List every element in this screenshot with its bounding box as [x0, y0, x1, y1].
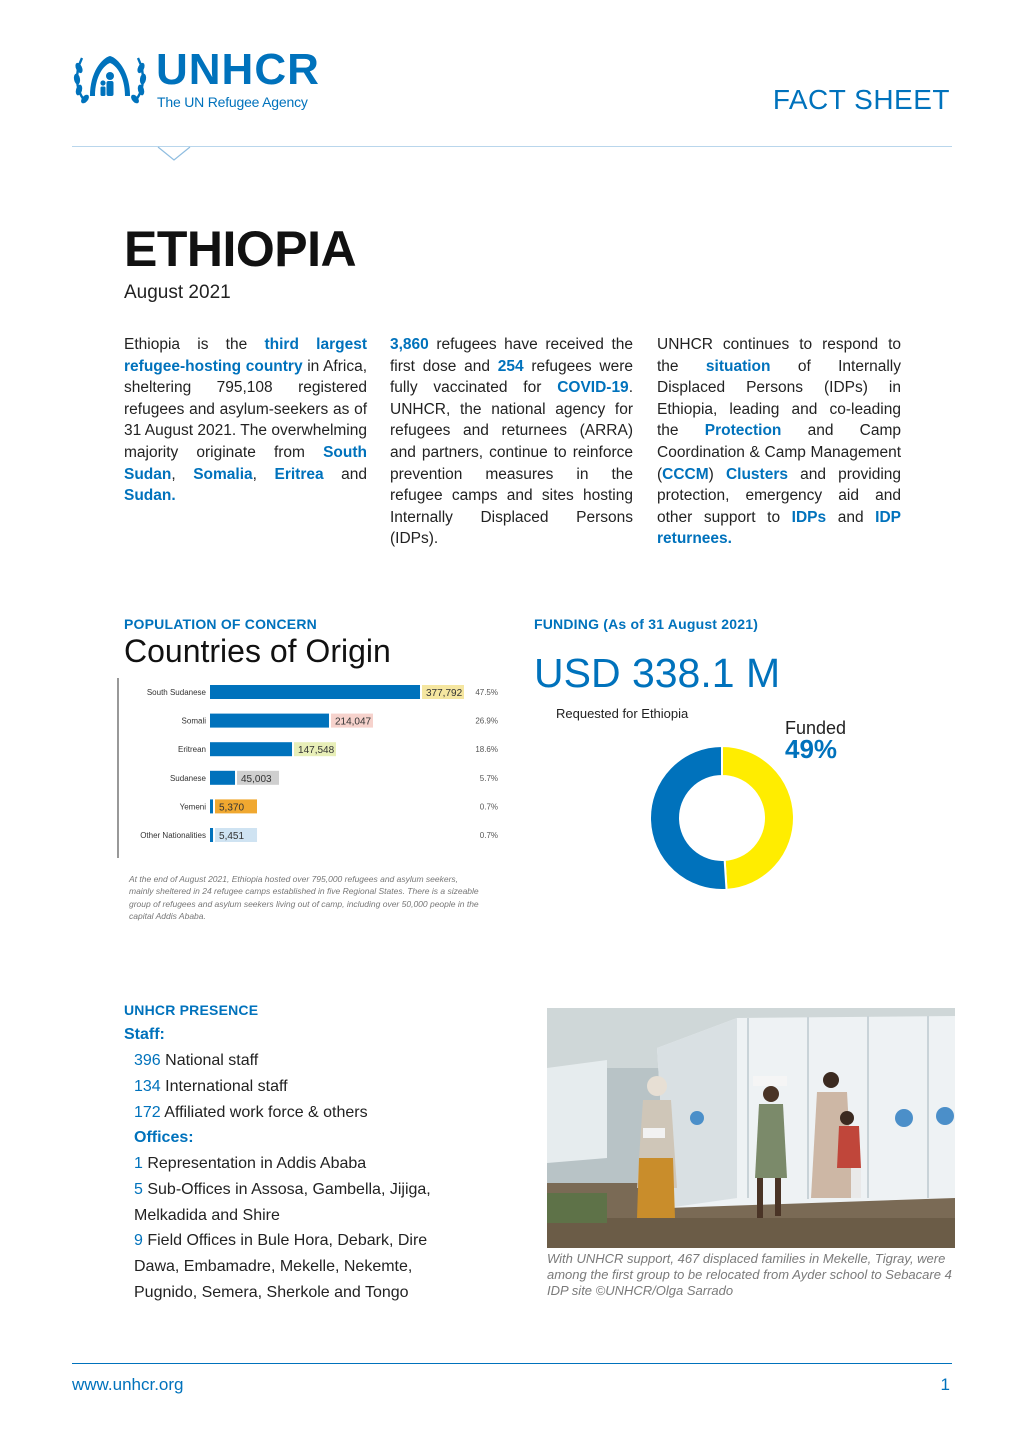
body-text: and providing protection, emergency aid and other support to	[657, 465, 902, 526]
intro-column-1	[124, 334, 367, 507]
footer-divider	[72, 1363, 952, 1364]
list-item-label: International staff	[160, 1077, 288, 1095]
list-item	[134, 1228, 464, 1305]
bar	[210, 742, 292, 756]
category-label: Eritrean	[177, 745, 206, 755]
funded-label: Funded	[785, 718, 847, 738]
list-item-count: 9	[134, 1232, 143, 1250]
inline-link[interactable]: 3,860	[390, 336, 429, 353]
body-text: and	[826, 508, 876, 526]
body-text: refugees were fully vaccinated for	[390, 357, 634, 397]
chart-title: Countries of Origin	[124, 633, 391, 669]
offices-heading: Offices:	[134, 1129, 194, 1146]
staff-list	[134, 1048, 368, 1125]
body-text: in Africa, sheltering 795,108 registered refugees and asylum-seekers as of 31 August 2021. The overwhelming majority originate from	[124, 357, 367, 461]
inline-link[interactable]: Clusters	[725, 465, 788, 483]
body-text: of Internally Displaced Persons (IDPs) in Ethiopia, leading and co-leading the	[657, 357, 901, 440]
body-text: ,	[171, 465, 194, 483]
bar	[210, 771, 235, 785]
unhcr-emblem-icon	[72, 46, 148, 110]
list-item	[134, 1048, 368, 1074]
inline-link[interactable]: COVID-19	[557, 379, 629, 397]
header-divider	[72, 146, 952, 147]
value-label: 45,003	[241, 773, 272, 785]
unfunded-segment	[650, 746, 727, 890]
list-item-label: Sub-Offices in Assosa, Gambella, Jijiga, Melkadida and Shire	[134, 1180, 431, 1224]
photo-caption: With UNHCR support, 467 displaced families in Mekelle, Tigray, were among the first group to be relocated from Ayder school to Sebacare 4 IDP site ©UNHCR/Olga Sarrado	[547, 1251, 952, 1298]
funding-subtitle: Requested for Ethiopia	[556, 706, 689, 721]
inline-link[interactable]: South Sudan	[124, 443, 367, 483]
list-item	[134, 1100, 368, 1126]
percent-label: 26.9%	[475, 716, 498, 726]
staff-heading: Staff:	[124, 1026, 165, 1043]
category-label: Somali	[181, 716, 206, 726]
value-label: 377,792	[426, 688, 463, 699]
value-label: 214,047	[334, 716, 372, 728]
list-item-count: 5	[134, 1180, 143, 1198]
field-photo	[547, 1008, 955, 1248]
percent-label: 0.7%	[479, 802, 498, 812]
body-text: and	[323, 465, 367, 483]
population-heading: POPULATION OF CONCERN	[124, 616, 317, 632]
category-label: Other Nationalities	[140, 831, 206, 840]
page-number: 1	[940, 1375, 950, 1394]
funded-segment	[722, 746, 794, 890]
body-text: refugees have received the first dose and	[390, 336, 633, 375]
inline-link[interactable]: IDP returnees.	[657, 508, 901, 548]
chart-note: At the end of August 2021, Ethiopia hosted over 795,000 refugees and asylum seekers, mainly sheltered in 24 refugee camps established in five Regional States. There is a sizeable group of refugees and asylum seekers living out of camp, including over 50,000 people in the capital Addis Ababa.	[129, 874, 479, 922]
category-label: Yemeni	[179, 802, 206, 812]
intro-column-3	[657, 334, 901, 550]
presence-heading: UNHCR PRESENCE	[124, 1002, 259, 1018]
bar	[210, 714, 329, 728]
list-item	[134, 1177, 464, 1229]
page-date: August 2021	[124, 282, 231, 303]
funding-amount: USD 338.1 M	[534, 650, 781, 696]
page-title: ETHIOPIA	[124, 221, 357, 277]
intro-column-2	[390, 334, 633, 550]
inline-link[interactable]: situation	[705, 357, 771, 375]
percent-label: 18.6%	[475, 745, 498, 755]
category-label: Sudanese	[169, 773, 206, 783]
bar	[210, 828, 213, 842]
inline-link[interactable]: 254	[497, 357, 524, 375]
body-text: Ethiopia is the	[124, 336, 265, 353]
value-label: 5,370	[219, 802, 245, 814]
body-text: . UNHCR, the national agency for refugees and returnees (ARRA) and partners, continue to reinforce prevention measures in the refugee camps and sites hosting Internally Displaced Persons (IDPs).	[390, 379, 633, 548]
chevron-down-icon	[157, 146, 191, 162]
bar	[210, 685, 420, 699]
list-item-label: National staff	[160, 1052, 259, 1069]
inline-link[interactable]: CCCM	[662, 465, 709, 483]
value-label: 5,451	[219, 831, 245, 842]
percent-label: 47.5%	[475, 688, 498, 697]
list-item-count: 172	[134, 1103, 161, 1121]
inline-link[interactable]: Protection	[704, 422, 782, 440]
funding-donut-chart	[646, 745, 798, 891]
offices-list	[134, 1151, 464, 1306]
inline-link[interactable]: Somalia	[193, 465, 253, 483]
list-item-label: Affiliated work force & others	[160, 1103, 368, 1121]
origin-bar-chart	[112, 676, 512, 866]
inline-link[interactable]: Sudan.	[124, 487, 176, 505]
inline-link[interactable]: Eritrea	[274, 465, 324, 483]
list-item-count: 134	[134, 1077, 161, 1095]
list-item	[134, 1074, 368, 1100]
body-text: ,	[252, 465, 275, 483]
bar	[210, 799, 213, 813]
logo-wordmark: UNHCR	[156, 45, 320, 94]
inline-link[interactable]: IDPs	[791, 508, 827, 526]
funding-heading: FUNDING (As of 31 August 2021)	[534, 616, 759, 632]
funded-percentage: 49%	[785, 734, 838, 764]
document-type: FACT SHEET	[772, 84, 950, 115]
body-text: and Camp Coordination & Camp Management (	[657, 422, 901, 483]
logo-tagline: The UN Refugee Agency	[157, 94, 308, 110]
percent-label: 5.7%	[479, 773, 498, 783]
body-text: )	[708, 465, 726, 483]
list-item-label: Field Offices in Bule Hora, Debark, Dire Dawa, Embamadre, Mekelle, Nekemte, Pugnido, Semera, Sherkole and Tongo	[134, 1232, 428, 1301]
list-item-label: Representation in Addis Ababa	[142, 1155, 367, 1172]
value-label: 147,548	[298, 745, 335, 757]
list-item	[134, 1151, 464, 1177]
category-label: South Sudanese	[146, 688, 206, 697]
percent-label: 0.7%	[479, 831, 498, 840]
inline-link[interactable]: third largest refugee-hosting country	[124, 336, 367, 375]
footer-website-link[interactable]: www.unhcr.org	[72, 1375, 184, 1394]
body-text: UNHCR continues to respond to the	[657, 336, 901, 375]
list-item-count: 396	[134, 1052, 161, 1069]
list-item-count: 1	[134, 1155, 143, 1172]
